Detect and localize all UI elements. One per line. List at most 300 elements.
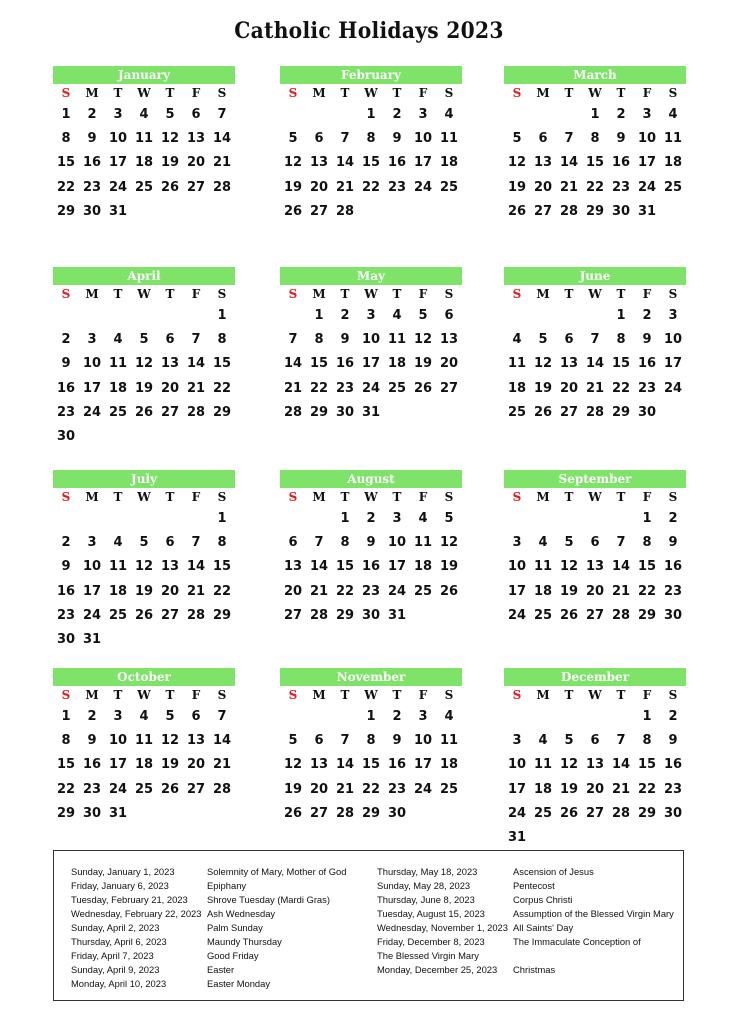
weekday-label: W	[588, 86, 602, 100]
weekday-label: M	[85, 86, 99, 100]
day-cell: 19	[283, 179, 303, 195]
day-cell: 14	[335, 757, 355, 773]
day-cell: 31	[361, 404, 381, 420]
day-cell: 24	[82, 607, 102, 623]
day-cell: 21	[212, 757, 232, 773]
day-cell: 28	[309, 607, 329, 623]
day-cell: 1	[366, 107, 376, 122]
holiday-line: Good Friday	[207, 950, 259, 961]
day-cell: 3	[87, 332, 97, 348]
weekday-label: M	[85, 287, 99, 301]
day-cell: 22	[56, 179, 76, 195]
weekday-label: M	[312, 86, 326, 100]
day-cell: 30	[663, 607, 683, 623]
day-cell: 18	[533, 583, 553, 599]
day-cell: 24	[361, 380, 381, 396]
day-cell: 14	[559, 155, 579, 171]
day-cell: 6	[191, 107, 201, 122]
day-cell: 19	[533, 380, 553, 396]
day-cell: 14	[186, 356, 206, 372]
holiday-line: Wednesday, November 1, 2023	[377, 922, 508, 933]
month-header: July	[53, 470, 235, 488]
day-cell: 23	[56, 404, 76, 420]
day-cell: 11	[439, 131, 459, 147]
day-cell: 1	[314, 308, 324, 323]
day-cell: 18	[413, 559, 433, 575]
day-cell: 21	[186, 583, 206, 599]
day-cell: 22	[335, 583, 355, 599]
day-cell: 5	[165, 709, 175, 724]
day-cell: 16	[387, 757, 407, 773]
day-cell: 6	[590, 733, 600, 749]
weekday-label: W	[364, 86, 378, 100]
day-cell: 2	[642, 308, 652, 323]
day-cell: 21	[186, 380, 206, 396]
weekday-label: T	[113, 287, 123, 301]
day-cell: 4	[113, 535, 123, 551]
holiday-line: All Saints' Day	[513, 922, 574, 933]
holiday-line: Easter	[207, 964, 235, 975]
day-cell: 17	[361, 356, 381, 372]
day-cell: 12	[283, 757, 303, 773]
day-cell: 5	[512, 131, 522, 147]
day-cell: 3	[87, 535, 97, 551]
day-cell: 11	[387, 332, 407, 348]
day-cell: 16	[361, 559, 381, 575]
holiday-line: Wednesday, February 22, 2023	[71, 908, 202, 919]
month-days-grid	[280, 84, 462, 224]
day-cell: 22	[212, 380, 232, 396]
day-cell: 15	[585, 155, 605, 171]
day-cell: 24	[387, 583, 407, 599]
weekday-label: F	[642, 688, 652, 702]
day-cell: 28	[212, 179, 232, 195]
day-cell: 19	[439, 559, 459, 575]
day-cell: 19	[283, 781, 303, 797]
day-cell: 26	[533, 404, 553, 420]
empty-day-cell	[582, 705, 608, 729]
day-cell: 5	[418, 308, 428, 323]
day-cell: 9	[668, 733, 678, 749]
day-cell: 7	[288, 332, 298, 348]
day-cell: 8	[616, 332, 626, 348]
day-cell: 20	[186, 757, 206, 773]
month-april	[53, 267, 235, 449]
weekday-label: T	[616, 490, 626, 504]
day-cell: 1	[642, 511, 652, 526]
day-cell: 13	[186, 131, 206, 147]
day-cell: 22	[212, 583, 232, 599]
weekday-label: T	[165, 287, 175, 301]
day-cell: 12	[134, 559, 154, 575]
day-cell: 22	[637, 781, 657, 797]
month-august	[280, 470, 462, 628]
day-cell: 11	[413, 535, 433, 551]
weekday-label: T	[392, 490, 402, 504]
day-cell: 19	[559, 583, 579, 599]
day-cell: 21	[611, 583, 631, 599]
day-cell: 30	[335, 404, 355, 420]
day-cell: 26	[134, 607, 154, 623]
day-cell: 25	[533, 805, 553, 821]
month-days-grid	[280, 686, 462, 826]
month-days-grid	[53, 285, 235, 449]
day-cell: 15	[212, 559, 232, 575]
empty-day-cell	[332, 103, 358, 127]
day-cell: 5	[288, 131, 298, 147]
day-cell: 13	[559, 356, 579, 372]
weekday-label: F	[191, 86, 201, 100]
empty-day-cell	[608, 705, 634, 729]
day-cell: 7	[191, 535, 201, 551]
day-cell: 14	[283, 356, 303, 372]
day-cell: 16	[387, 155, 407, 171]
day-cell: 27	[309, 805, 329, 821]
day-cell: 14	[611, 757, 631, 773]
day-cell: 17	[387, 559, 407, 575]
weekday-label: S	[61, 287, 71, 301]
weekday-label: S	[444, 287, 454, 301]
day-cell: 13	[585, 559, 605, 575]
day-cell: 26	[439, 583, 459, 599]
weekday-label: F	[418, 490, 428, 504]
day-cell: 12	[283, 155, 303, 171]
day-cell: 23	[663, 583, 683, 599]
day-cell: 24	[108, 781, 128, 797]
weekday-label: W	[137, 688, 151, 702]
day-cell: 17	[413, 155, 433, 171]
day-cell: 5	[564, 535, 574, 551]
day-cell: 20	[160, 583, 180, 599]
day-cell: 21	[611, 781, 631, 797]
holiday-line: Friday, January 6, 2023	[71, 880, 169, 891]
month-header: October	[53, 668, 235, 686]
day-cell: 1	[61, 709, 71, 724]
weekday-label: S	[668, 287, 678, 301]
day-cell: 15	[637, 559, 657, 575]
day-cell: 19	[507, 179, 527, 195]
day-cell: 20	[309, 781, 329, 797]
day-cell: 1	[616, 308, 626, 323]
day-cell: 5	[538, 332, 548, 348]
day-cell: 8	[366, 733, 376, 749]
month-october	[53, 668, 235, 826]
empty-day-cell	[157, 304, 183, 328]
day-cell: 15	[361, 155, 381, 171]
day-cell: 13	[160, 356, 180, 372]
day-cell: 11	[663, 131, 683, 147]
weekday-label: M	[312, 688, 326, 702]
weekday-label: W	[137, 86, 151, 100]
weekday-label: T	[113, 688, 123, 702]
day-cell: 20	[439, 356, 459, 372]
holiday-line: Friday, December 8, 2023	[377, 936, 485, 947]
day-cell: 10	[108, 733, 128, 749]
holiday-line: Sunday, January 1, 2023	[71, 866, 175, 877]
empty-day-cell	[280, 103, 306, 127]
weekday-label: S	[512, 490, 522, 504]
weekday-label: S	[288, 490, 298, 504]
day-cell: 25	[413, 583, 433, 599]
day-cell: 4	[418, 511, 428, 526]
day-cell: 26	[413, 380, 433, 396]
day-cell: 13	[309, 155, 329, 171]
holiday-line: Easter Monday	[207, 978, 271, 989]
day-cell: 12	[160, 733, 180, 749]
day-cell: 10	[413, 131, 433, 147]
month-january	[53, 66, 235, 224]
month-header: September	[504, 470, 686, 488]
weekday-label: S	[444, 490, 454, 504]
day-cell: 3	[418, 107, 428, 122]
day-cell: 2	[87, 709, 97, 724]
day-cell: 1	[217, 308, 227, 323]
weekday-label: W	[364, 688, 378, 702]
day-cell: 15	[56, 757, 76, 773]
holiday-line: Assumption of the Blessed Virgin Mary	[513, 908, 674, 919]
day-cell: 28	[585, 404, 605, 420]
holiday-line: The Blessed Virgin Mary	[377, 950, 479, 961]
weekday-label: S	[444, 86, 454, 100]
empty-day-cell	[183, 507, 209, 531]
day-cell: 23	[637, 380, 657, 396]
day-cell: 25	[663, 179, 683, 195]
day-cell: 9	[366, 535, 376, 551]
day-cell: 21	[335, 179, 355, 195]
weekday-label: M	[85, 490, 99, 504]
day-cell: 2	[668, 511, 678, 526]
day-cell: 5	[288, 733, 298, 749]
day-cell: 6	[444, 308, 454, 323]
month-days-grid	[504, 686, 686, 850]
day-cell: 10	[413, 733, 433, 749]
empty-day-cell	[183, 304, 209, 328]
day-cell: 20	[186, 155, 206, 171]
day-cell: 26	[559, 607, 579, 623]
day-cell: 15	[212, 356, 232, 372]
weekday-label: M	[536, 688, 550, 702]
weekday-label: S	[668, 490, 678, 504]
holiday-line: Solemnity of Mary, Mother of God	[207, 866, 347, 877]
day-cell: 8	[61, 131, 71, 147]
day-cell: 28	[186, 404, 206, 420]
day-cell: 18	[507, 380, 527, 396]
weekday-label: S	[512, 86, 522, 100]
holiday-dates-right	[377, 865, 508, 977]
day-cell: 13	[186, 733, 206, 749]
empty-day-cell	[504, 304, 530, 328]
day-cell: 24	[108, 179, 128, 195]
day-cell: 1	[340, 511, 350, 526]
day-cell: 6	[165, 332, 175, 348]
day-cell: 20	[309, 179, 329, 195]
weekday-label: F	[191, 287, 201, 301]
day-cell: 21	[559, 179, 579, 195]
day-cell: 14	[611, 559, 631, 575]
weekday-label: S	[512, 688, 522, 702]
weekday-label: W	[137, 490, 151, 504]
day-cell: 10	[663, 332, 683, 348]
day-cell: 3	[418, 709, 428, 724]
month-days-grid	[53, 686, 235, 826]
weekday-label: F	[191, 490, 201, 504]
day-cell: 31	[108, 805, 128, 821]
day-cell: 4	[392, 308, 402, 323]
weekday-label: F	[418, 86, 428, 100]
day-cell: 28	[611, 607, 631, 623]
empty-day-cell	[530, 507, 556, 531]
holiday-line: Palm Sunday	[207, 922, 263, 933]
day-cell: 18	[533, 781, 553, 797]
day-cell: 29	[611, 404, 631, 420]
weekday-label: T	[564, 86, 574, 100]
holiday-line: Shrove Tuesday (Mardi Gras)	[207, 894, 330, 905]
empty-day-cell	[53, 507, 79, 531]
day-cell: 10	[387, 535, 407, 551]
month-march	[504, 66, 686, 224]
month-header: August	[280, 470, 462, 488]
day-cell: 27	[439, 380, 459, 396]
weekday-label: T	[340, 86, 350, 100]
day-cell: 11	[108, 559, 128, 575]
day-cell: 5	[139, 332, 149, 348]
day-cell: 26	[160, 179, 180, 195]
day-cell: 12	[160, 131, 180, 147]
empty-day-cell	[582, 304, 608, 328]
month-header: January	[53, 66, 235, 84]
empty-day-cell	[280, 705, 306, 729]
day-cell: 27	[283, 607, 303, 623]
day-cell: 3	[113, 107, 123, 122]
weekday-label: T	[564, 287, 574, 301]
day-cell: 6	[191, 709, 201, 724]
month-june	[504, 267, 686, 425]
weekday-label: W	[137, 287, 151, 301]
weekday-label: S	[217, 688, 227, 702]
holiday-line: Corpus Christi	[513, 894, 573, 905]
day-cell: 7	[590, 332, 600, 348]
weekday-label: T	[392, 688, 402, 702]
weekday-label: S	[288, 287, 298, 301]
day-cell: 26	[507, 203, 527, 219]
holiday-line: Tuesday, August 15, 2023	[377, 908, 485, 919]
day-cell: 22	[637, 583, 657, 599]
day-cell: 18	[134, 155, 154, 171]
day-cell: 15	[309, 356, 329, 372]
day-cell: 3	[642, 107, 652, 122]
day-cell: 27	[559, 404, 579, 420]
day-cell: 6	[538, 131, 548, 147]
empty-day-cell	[105, 304, 131, 328]
day-cell: 25	[134, 781, 154, 797]
weekday-label: T	[564, 490, 574, 504]
day-cell: 8	[366, 131, 376, 147]
day-cell: 5	[444, 511, 454, 526]
day-cell: 29	[56, 203, 76, 219]
day-cell: 9	[340, 332, 350, 348]
day-cell: 1	[61, 107, 71, 122]
day-cell: 17	[663, 356, 683, 372]
day-cell: 2	[366, 511, 376, 526]
day-cell: 19	[160, 757, 180, 773]
day-cell: 29	[56, 805, 76, 821]
day-cell: 30	[56, 428, 76, 444]
weekday-label: S	[668, 86, 678, 100]
empty-day-cell	[504, 507, 530, 531]
day-cell: 4	[668, 107, 678, 122]
holiday-names-left	[207, 865, 346, 991]
weekday-label: T	[616, 86, 626, 100]
day-cell: 15	[611, 356, 631, 372]
day-cell: 21	[335, 781, 355, 797]
day-cell: 23	[361, 583, 381, 599]
day-cell: 7	[564, 131, 574, 147]
day-cell: 12	[134, 356, 154, 372]
day-cell: 20	[160, 380, 180, 396]
weekday-label: T	[113, 86, 123, 100]
day-cell: 24	[637, 179, 657, 195]
day-cell: 10	[82, 356, 102, 372]
day-cell: 22	[585, 179, 605, 195]
weekday-label: T	[340, 287, 350, 301]
day-cell: 7	[340, 733, 350, 749]
day-cell: 25	[108, 404, 128, 420]
day-cell: 8	[217, 535, 227, 551]
day-cell: 17	[637, 155, 657, 171]
empty-day-cell	[306, 103, 332, 127]
day-cell: 27	[533, 203, 553, 219]
day-cell: 25	[439, 781, 459, 797]
weekday-label: M	[536, 287, 550, 301]
day-cell: 22	[56, 781, 76, 797]
day-cell: 18	[108, 583, 128, 599]
day-cell: 31	[82, 631, 102, 647]
day-cell: 10	[82, 559, 102, 575]
day-cell: 12	[507, 155, 527, 171]
day-cell: 29	[637, 805, 657, 821]
day-cell: 16	[611, 155, 631, 171]
day-cell: 11	[533, 757, 553, 773]
weekday-label: F	[418, 688, 428, 702]
day-cell: 11	[108, 356, 128, 372]
day-cell: 10	[361, 332, 381, 348]
weekday-label: T	[616, 287, 626, 301]
day-cell: 3	[512, 733, 522, 749]
day-cell: 18	[134, 757, 154, 773]
day-cell: 9	[87, 733, 97, 749]
month-header: June	[504, 267, 686, 285]
day-cell: 27	[585, 805, 605, 821]
day-cell: 4	[444, 709, 454, 724]
day-cell: 16	[56, 380, 76, 396]
day-cell: 21	[309, 583, 329, 599]
day-cell: 12	[439, 535, 459, 551]
day-cell: 23	[611, 179, 631, 195]
day-cell: 6	[590, 535, 600, 551]
weekday-label: T	[616, 688, 626, 702]
holiday-names-right	[513, 865, 674, 977]
day-cell: 28	[335, 203, 355, 219]
empty-day-cell	[556, 507, 582, 531]
day-cell: 11	[533, 559, 553, 575]
empty-day-cell	[157, 507, 183, 531]
day-cell: 2	[616, 107, 626, 122]
day-cell: 1	[642, 709, 652, 724]
empty-day-cell	[105, 507, 131, 531]
day-cell: 30	[82, 805, 102, 821]
day-cell: 11	[507, 356, 527, 372]
day-cell: 8	[590, 131, 600, 147]
